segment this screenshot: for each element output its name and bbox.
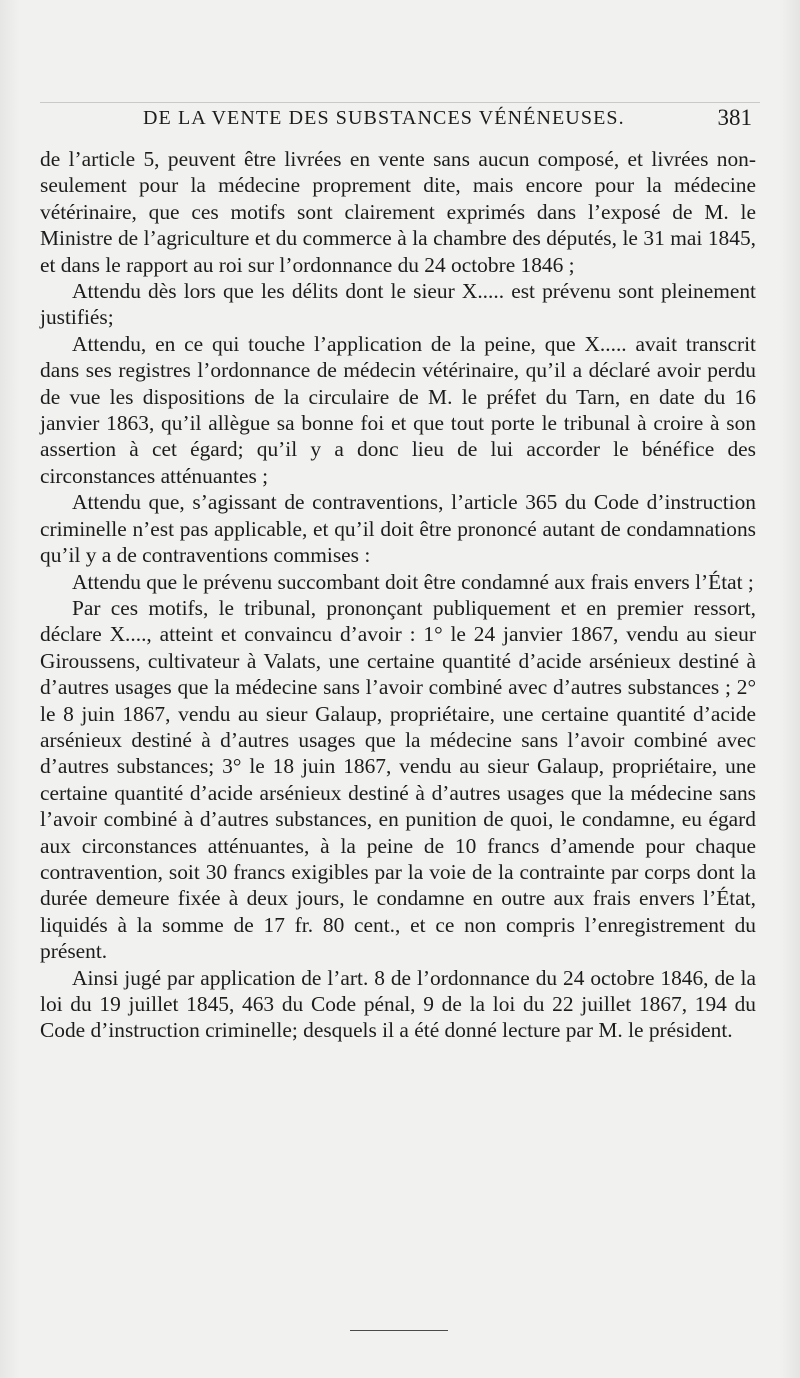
paragraph: Attendu, en ce qui touche l’application de la peine, que X..... avait transcrit dans ses registres l’ordonnance de médecin vétérinaire, qu’il a déclaré avoir perdu de vue les dispositions de la circulaire de M. le préfet du Tarn, en date du 16 janvier 1863, qu’il allègue sa bonne foi et que tout porte le tribunal à croire à son assertion à cet égard; qu’il y a donc lieu de lui accorder le bénéfice des circonstances atténuantes ;	[40, 331, 756, 488]
running-title: DE LA VENTE DES SUBSTANCES VÉNÉNEUSES.	[143, 107, 625, 129]
footnote-separator	[350, 1330, 448, 1331]
page-header	[40, 102, 760, 137]
page-number: 381	[717, 105, 752, 130]
paragraph: Par ces motifs, le tribunal, prononçant publiquement et en premier ressort, déclare X...., atteint et convaincu d’avoir : 1° le 24 janvier 1867, vendu au sieur Giroussens, cultivateur à Valats, une certaine quantité d’acide arsénieux destiné à d’autres usages que la médecine sans l’avoir combiné avec d’autres substances ; 2° le 8 juin 1867, vendu au sieur Galaup, propriétaire, une certaine quantité d’acide arsénieux destiné à d’autres usages que la médecine sans l’avoir combiné avec d’autres substances; 3° le 18 juin 1867, vendu au sieur Galaup, propriétaire, une certaine quantité d’acide arsénieux destiné à d’autres usages que la médecine sans l’avoir combiné à d’autres substances, en punition de quoi, le condamne, eu égard aux circonstances atténuantes, à la peine de 10 francs d’amende pour chaque contravention, soit 30 francs exigibles par la voie de la contrainte par corps dont la durée demeure fixée à deux jours, le condamne en outre aux frais envers l’État, liquidés à la somme de 17 fr. 80 cent., et ce non compris l’enregistrement du présent.	[40, 595, 756, 964]
paragraph: Attendu dès lors que les délits dont le sieur X..... est prévenu sont pleinement justifiés;	[40, 279, 756, 330]
paragraph: Attendu que, s’agissant de contraventions, l’article 365 du Code d’instruction criminelle n’est pas applicable, et qu’il doit être prononcé autant de condamnations qu’il y a de contraventions commises :	[40, 490, 756, 568]
paragraph: Ainsi jugé par application de l’art. 8 de l’ordonnance du 24 octobre 1846, de la loi du 19 juillet 1845, 463 du Code pénal, 9 de la loi du 22 juillet 1867, 194 du Code d’instruction criminelle; desquels il a été donné lecture par M. le président.	[40, 965, 756, 1043]
paragraph: de l’article 5, peuvent être livrées en vente sans aucun composé, et livrées non-seulement pour la médecine proprement dite, mais encore pour la médecine vétérinaire, que ces motifs sont clairement exprimés dans l’exposé de M. le Ministre de l’agriculture et du commerce à la chambre des députés, le 31 mai 1845, et dans le rapport au roi sur l’ordonnance du 24 octobre 1846 ;	[40, 147, 756, 277]
paragraph: Attendu que le prévenu succombant doit être condamné aux frais envers l’État ;	[72, 569, 754, 594]
body-text	[40, 146, 756, 1044]
